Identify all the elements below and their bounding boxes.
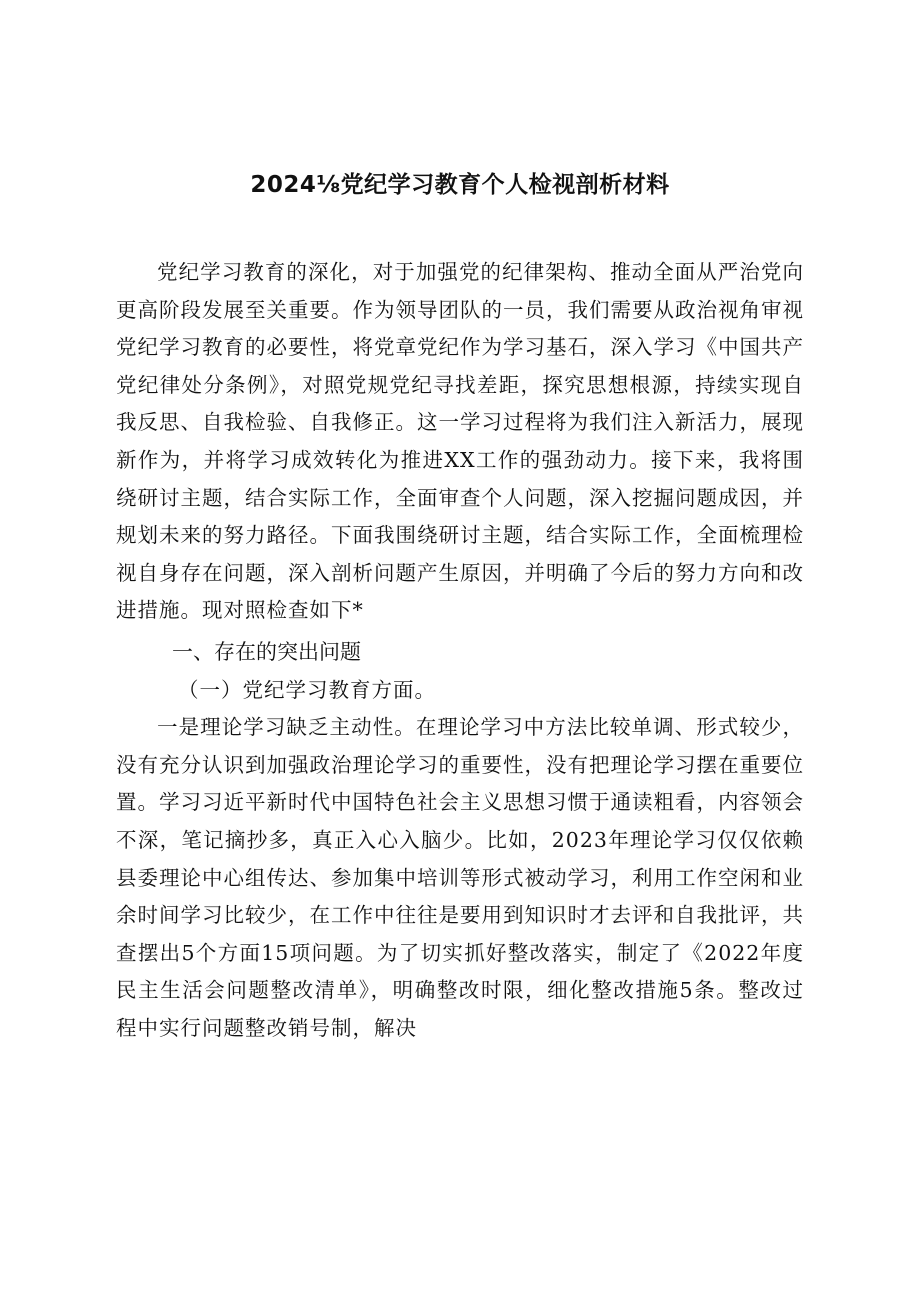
document-title: 2024⅛党纪学习教育个人检视剖析材料 [250, 172, 670, 198]
body-paragraph: 一是理论学习缺乏主动性。在理论学习中方法比较单调、形式较少，没有充分认识到加强政治理论学习的重要性，没有把理论学习摆在重要位置。学习习近平新时代中国特色社会主义思想习惯于通读粗看，内容领会不深，笔记摘抄多，真正入心入脑少。比如，2023年理论学习仅仅依赖县委理论中心组传达、参加集中培训等形式被动学习，利用工作空闲和业余时间学习比较少，在工作中往往是要用到知识时才去评和自我批评，共查摆出5个方面15项问题。为了切实抓好整改落实，制定了《2022年度民主生活会问题整改清单》，明确整改时限，细化整改措施5条。整改过程中实行问题整改销号制，解决 [116, 715, 804, 1040]
subsection-heading: （一）党纪学习教育方面。 [178, 677, 436, 702]
section-heading: 一、存在的突出问题 [172, 639, 361, 664]
intro-paragraph: 党纪学习教育的深化，对于加强党的纪律架构、推动全面从严治党向更高阶段发展至关重要。作为领导团队的一员，我们需要从政治视角审视党纪学习教育的必要性，将党章党纪作为学习基石，深入学习《中国共产党纪律处分条例》，对照党规党纪寻找差距，探究思想根源，持续实现自我反思、自我检验、自我修正。这一学习过程将为我们注入新活力，展现新作为，并将学习成效转化为推进XX工作的强劲动力。接下来，我将围绕研讨主题，结合实际工作，全面审查个人问题，深入挖掘问题成因，并规划未来的努力路径。下面我围绕研讨主题，结合实际工作，全面梳理检视自身存在问题，深入剖析问题产生原因，并明确了今后的努力方向和改进措施。现对照检查如下* [116, 260, 804, 623]
